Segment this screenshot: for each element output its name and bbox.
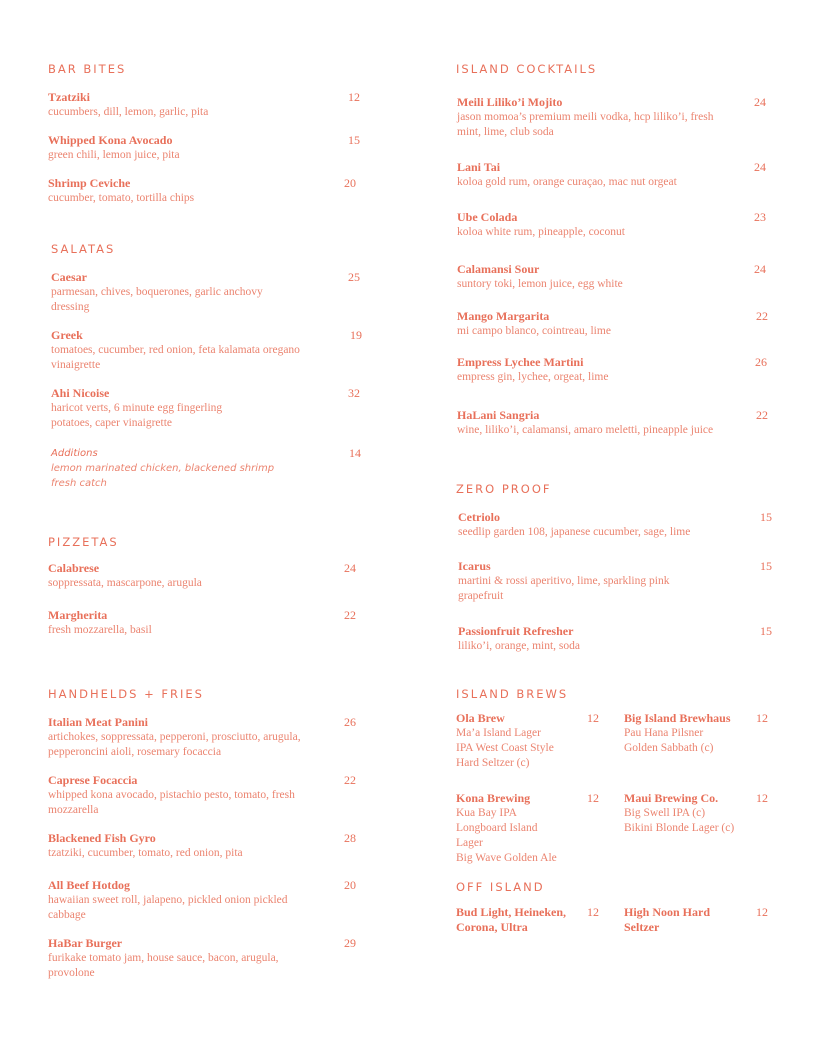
item-desc: artichokes, soppressata, pepperoni, prosciutto, arugula, pepperoncini aioli, rosemary focaccia (48, 731, 301, 758)
brew-item (624, 791, 774, 836)
section-title-pizzetas: PIZZETAS (48, 535, 119, 549)
item-price: 12 (756, 791, 768, 805)
item-name: Ube Colada (457, 210, 518, 224)
item-name: Calamansi Sour (457, 262, 540, 276)
additions (51, 446, 361, 491)
brew-item (624, 711, 774, 756)
menu-item (458, 510, 772, 540)
menu-item (457, 355, 767, 385)
item-price: 24 (344, 561, 356, 575)
menu-item (457, 160, 766, 190)
item-name: HaLani Sangria (457, 408, 540, 422)
menu-item (51, 270, 360, 315)
item-desc: seedlip garden 108, japanese cucumber, sage, lime (458, 526, 691, 538)
item-name: Ola Brew (456, 711, 505, 725)
item-price: 28 (344, 831, 356, 845)
item-name: Greek (51, 328, 83, 342)
item-price: 22 (344, 608, 356, 622)
item-desc: fresh mozzarella, basil (48, 624, 152, 636)
section-title-zero-proof: ZERO PROOF (456, 482, 552, 496)
item-desc: liliko’i, orange, mint, soda (458, 640, 581, 652)
menu-item (48, 773, 356, 818)
item-desc: whipped kona avocado, pistachio pesto, tomato, fresh mozzarella (48, 789, 295, 816)
item-desc: wine, liliko’i, calamansi, amaro meletti, pineapple juice (457, 424, 714, 436)
item-price: 24 (754, 262, 766, 276)
section-title-off-island: OFF ISLAND (456, 880, 545, 894)
item-desc: koloa white rum, pineapple, coconut (457, 226, 625, 238)
item-price: 15 (348, 133, 360, 147)
item-price: 20 (344, 878, 356, 892)
additions-desc: lemon marinated chicken, blackened shrimp fresh catch (51, 463, 275, 489)
brew-line: Golden Sabbath (c) (624, 742, 714, 754)
brew-line: Longboard Island Lager (456, 822, 538, 849)
item-name: Tzatziki (48, 90, 90, 104)
brew-line: Hard Seltzer (c) (456, 757, 530, 769)
item-desc: koloa gold rum, orange curaçao, mac nut orgeat (457, 176, 677, 188)
item-price: 20 (344, 176, 356, 190)
section-title-salatas: SALATAS (51, 242, 116, 256)
item-name: Meili Liliko’i Mojito (457, 95, 563, 109)
item-name: Caesar (51, 270, 87, 284)
brew-item (456, 905, 606, 935)
item-price: 15 (760, 559, 772, 573)
additions-label: Additions (51, 448, 98, 459)
item-name: Icarus (458, 559, 491, 573)
brew-item (456, 791, 606, 866)
brew-line: Kua Bay IPA (456, 807, 517, 819)
item-name: Big Island Brewhaus (624, 711, 731, 725)
section-title-handhelds: HANDHELDS + FRIES (48, 687, 204, 701)
item-name: Kona Brewing (456, 791, 531, 805)
item-name: Maui Brewing Co. (624, 791, 719, 805)
menu-item (458, 559, 772, 604)
item-name: Italian Meat Panini (48, 715, 149, 729)
menu-item (457, 95, 766, 140)
item-name: Empress Lychee Martini (457, 355, 584, 369)
item-desc: hawaiian sweet roll, jalapeno, pickled onion pickled cabbage (48, 894, 288, 921)
item-price: 29 (344, 936, 356, 950)
item-price: 25 (348, 270, 360, 284)
item-desc: tomatoes, cucumber, red onion, feta kalamata oregano vinaigrette (51, 344, 300, 371)
item-name: Lani Tai (457, 160, 501, 174)
item-desc: jason momoa’s premium meili vodka, hcp liliko’i, fresh mint, lime, club soda (457, 111, 714, 138)
menu-item (51, 328, 362, 373)
item-name: Passionfruit Refresher (458, 624, 574, 638)
brew-item (456, 711, 606, 771)
brew-line: Big Swell IPA (c) (624, 807, 706, 819)
section-title-bar-bites: BAR BITES (48, 62, 127, 76)
item-desc: mi campo blanco, cointreau, lime (457, 325, 611, 337)
item-price: 32 (348, 386, 360, 400)
menu-item (458, 624, 772, 654)
item-name: Whipped Kona Avocado (48, 133, 173, 147)
item-price: 19 (350, 328, 362, 342)
brew-line: Big Wave Golden Ale (456, 852, 557, 864)
additions-price: 14 (349, 446, 361, 460)
item-price: 26 (755, 355, 767, 369)
menu-item (48, 133, 360, 163)
item-name: Bud Light, Heineken, Corona, Ultra (456, 905, 567, 934)
section-title-island-cocktails: ISLAND COCKTAILS (456, 62, 598, 76)
menu-item (48, 176, 360, 206)
menu-item (48, 715, 356, 760)
menu-item (457, 408, 768, 438)
item-name: Shrimp Ceviche (48, 176, 131, 190)
item-price: 26 (344, 715, 356, 729)
item-desc: haricot verts, 6 minute egg fingerling potatoes, caper vinaigrette (51, 402, 223, 429)
brew-line: Bikini Blonde Lager (c) (624, 822, 735, 834)
menu-item (48, 831, 356, 861)
menu-item (48, 90, 360, 120)
item-price: 12 (587, 711, 599, 725)
item-name: Cetriolo (458, 510, 500, 524)
item-name: All Beef Hotdog (48, 878, 130, 892)
item-desc: parmesan, chives, boquerones, garlic anchovy dressing (51, 286, 263, 313)
item-name: Mango Margarita (457, 309, 550, 323)
brew-line: Pau Hana Pilsner (624, 727, 704, 739)
item-price: 22 (756, 408, 768, 422)
item-price: 12 (587, 905, 599, 919)
section-title-island-brews: ISLAND BREWS (456, 687, 569, 701)
item-price: 12 (587, 791, 599, 805)
item-price: 22 (756, 309, 768, 323)
item-name: HaBar Burger (48, 936, 123, 950)
item-price: 12 (348, 90, 360, 104)
item-price: 23 (754, 210, 766, 224)
item-name: Ahi Nicoise (51, 386, 110, 400)
item-name: Margherita (48, 608, 108, 622)
menu-item (48, 936, 356, 981)
menu-item (48, 561, 360, 591)
item-desc: tzatziki, cucumber, tomato, red onion, pita (48, 847, 243, 859)
item-price: 12 (756, 905, 768, 919)
item-price: 24 (754, 95, 766, 109)
item-price: 12 (756, 711, 768, 725)
item-desc: martini & rossi aperitivo, lime, sparkling pink grapefruit (458, 575, 670, 602)
item-price: 24 (754, 160, 766, 174)
item-name: High Noon Hard Seltzer (624, 905, 711, 934)
item-price: 15 (760, 624, 772, 638)
brew-line: Ma’a Island Lager (456, 727, 541, 739)
menu-item (48, 608, 360, 638)
item-name: Calabrese (48, 561, 100, 575)
brew-line: IPA West Coast Style (456, 742, 554, 754)
item-name: Blackened Fish Gyro (48, 831, 156, 845)
menu-item (457, 309, 768, 339)
item-desc: green chili, lemon juice, pita (48, 149, 180, 161)
item-desc: furikake tomato jam, house sauce, bacon, arugula, provolone (48, 952, 279, 979)
menu-item (51, 386, 360, 431)
item-desc: cucumbers, dill, lemon, garlic, pita (48, 106, 209, 118)
item-desc: cucumber, tomato, tortilla chips (48, 192, 195, 204)
item-name: Caprese Focaccia (48, 773, 138, 787)
menu-item (457, 210, 766, 240)
brew-item (624, 905, 774, 935)
item-desc: suntory toki, lemon juice, egg white (457, 278, 623, 290)
menu-item (457, 262, 766, 292)
item-price: 22 (344, 773, 356, 787)
item-desc: empress gin, lychee, orgeat, lime (457, 371, 609, 383)
item-desc: soppressata, mascarpone, arugula (48, 577, 202, 589)
item-price: 15 (760, 510, 772, 524)
menu-item (48, 878, 356, 923)
